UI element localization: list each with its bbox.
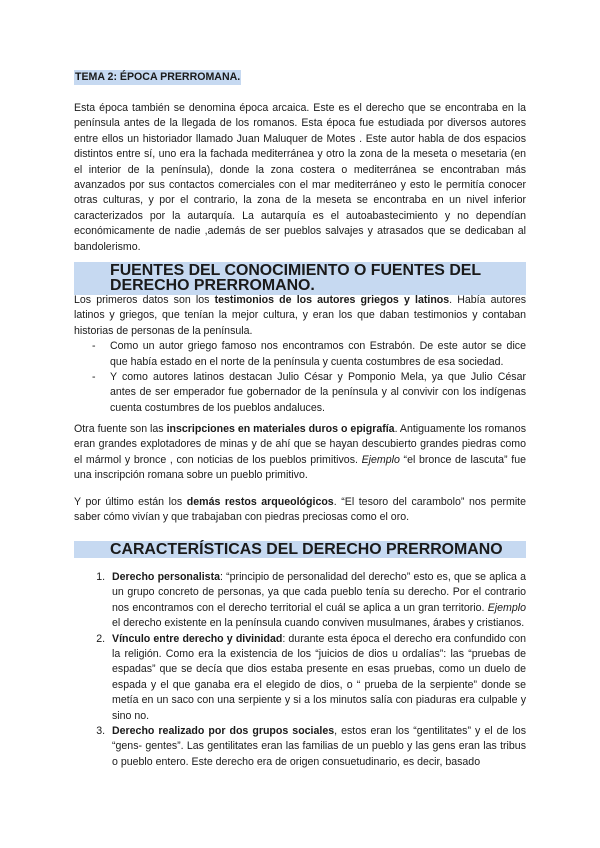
intro-block xyxy=(74,101,526,255)
fuentes-paragraph-2-block xyxy=(74,422,526,484)
caracteristica-2-bold: Vínculo entre derecho y divinidad xyxy=(112,632,283,645)
fuentes-p3-text-after: . “El tesoro del carambolo” nos permite saber cómo vivían y que trabajaban con piedras preciosas como el oro. xyxy=(74,496,527,524)
fuentes-p1-bold: testimonios de los autores griegos y latinos xyxy=(214,294,450,306)
caracteristica-3-text: , estos eran los “gentilitates” y el de los “gens- gentes”. Las gentilitates eran las familias de un pueblo y las gens eran las tribus o pueblo entero. Este derecho era de origen consuetudinario, es decir, basado xyxy=(112,725,526,768)
caracteristica-1-text-after: el derecho existente en la península cuando conviven musulmanes, árabes y cristianos. xyxy=(112,617,525,630)
fuentes-paragraph-1 xyxy=(74,293,526,339)
fuentes-section xyxy=(74,262,526,295)
caracteristica-item-1 xyxy=(108,570,526,632)
fuentes-bullet-1: - Como un autor griego famoso nos encontramos con Estrabón. De este autor se dice que había estado en el norte de la península y cuenta costumbres de esa sociedad. xyxy=(110,339,526,370)
fuentes-paragraph-2 xyxy=(74,422,526,484)
caracteristica-1-bold: Derecho personalista xyxy=(112,571,220,583)
caracteristica-item-3 xyxy=(108,724,526,770)
caracteristica-item-2 xyxy=(108,632,526,724)
fuentes-p3-text: Y por último están los xyxy=(74,496,187,508)
caracteristicas-list xyxy=(74,570,526,770)
fuentes-bullet-list xyxy=(74,339,526,416)
section-heading-caracteristicas: CARACTERÍSTICAS DEL DERECHO PRERROMANO xyxy=(74,541,526,558)
caracteristica-2-text: : durante esta época el derecho era confundido con la religión. Como era la existencia de los “juicios de dios u ordalías”: las “pruebas de espadas” que se decía que dios estaba presente en esas pruebas, como un duelo de espada y el que ganaba era el elegido de dios, o “ prueba de la serpiente” donde se metía en un saco con una serpiente y si a los minutos salía con piaduras era culpable y sino no. xyxy=(112,632,526,722)
fuentes-p2-text-after: “el bronce de lascuta” fue una inscripción romana sobre un pueblo primitivo. xyxy=(74,453,526,482)
fuentes-paragraph-3 xyxy=(74,495,526,526)
caracteristicas-section xyxy=(74,541,526,558)
caracteristica-1-italic: Ejemplo xyxy=(487,601,526,614)
document-title: TEMA 2: ÉPOCA PRERROMANA. xyxy=(74,70,241,85)
fuentes-p3-bold: demás restos arqueológicos xyxy=(186,496,334,508)
fuentes-p2-text-mid: . Antiguamente los romanos eran grandes explotadores de minas y de ahí que se hayan descubierto grandes piedras como el mármol y bronce , con noticias de los pueblos primitivos. xyxy=(74,423,526,466)
fuentes-paragraph-3-block xyxy=(74,495,526,526)
fuentes-p1-text-after: . Había autores latinos y griegos, que tenían la mejor cultura, y eran los que daban testimonios y contaban historias de personas de la península. xyxy=(74,294,527,337)
caracteristica-1-text: : “principio de personalidad del derecho” esto es, que se aplica a un grupo concreto de personas, ya que cada pueblo tenía su derecho. Por el contrario nos encontramos con el derecho territorial el cuál se aplica a un gran territorio. xyxy=(112,571,526,614)
fuentes-bullet-2: - Y como autores latinos destacan Julio César y Pomponio Mela, ya que Julio César antes de ser emperador fue gobernador de la península y al convivir con los indígenas cuenta costumbres de los pueblos andaluces. xyxy=(110,370,526,416)
fuentes-p1-text: Los primeros datos son los xyxy=(74,294,215,306)
fuentes-paragraph-1-block xyxy=(74,293,526,416)
fuentes-p2-text: Otra fuente son las xyxy=(74,423,167,435)
caracteristicas-list-block xyxy=(74,570,526,770)
caracteristica-3-bold: Derecho realizado por dos grupos sociales xyxy=(112,725,335,738)
section-heading-fuentes: FUENTES DEL CONOCIMIENTO O FUENTES DEL DERECHO PRERROMANO. xyxy=(74,262,526,295)
fuentes-p2-italic: Ejemplo xyxy=(361,453,400,466)
intro-paragraph: Esta época también se denomina época arcaica. Este es el derecho que se encontraba en la península antes de la llegada de los romanos. Esta época fue estudiada por diversos autores entre ellos un historiador llamado Juan Maluquer de Motes . Este autor habla de dos espacios distintos entre sí, uno era la fachada mediterránea y otro la zona de la meseta o mesetaria (en el interior de la península), donde la zona costera o mediterránea se encontraban más avanzados por sus contactos comerciales con el mar mediterráneo y esto le permitía conocer otras culturas, y por el contrario, la zona de la meseta se encontraba en un nivel inferior caracterizados por la autarquía. La autarquía es el autoabastecimiento y no dependían económicamente de nadie ,además de ser pueblos salvajes y atrasados que se dedicaban al bandolerismo. xyxy=(74,102,526,253)
fuentes-p2-bold: inscripciones en materiales duros o epigrafía xyxy=(166,423,395,435)
